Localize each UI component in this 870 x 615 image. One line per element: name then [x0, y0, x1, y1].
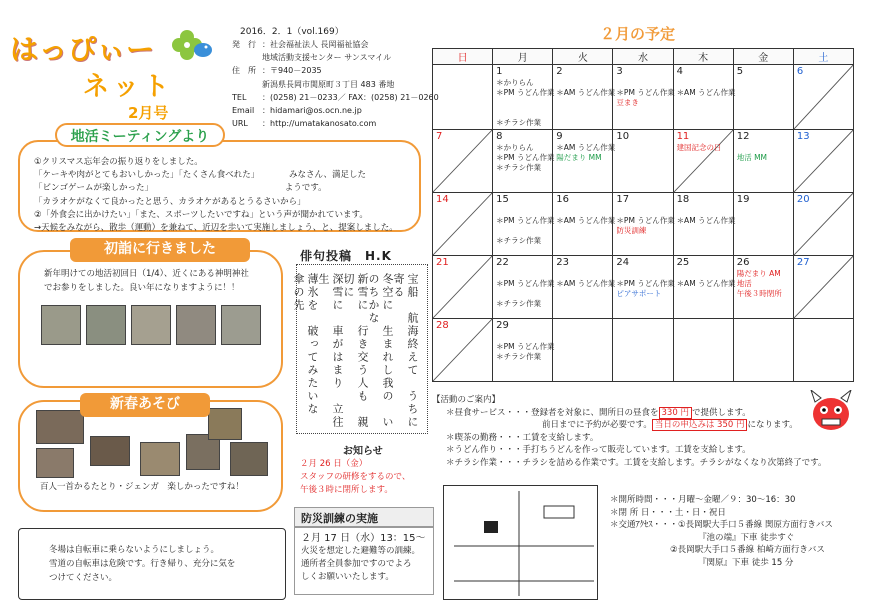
calendar-event: [556, 78, 609, 88]
guide-flyer: ＊チラシ作業・・・チラシを詰める作業です。工賃を支給します。チラシがなくなり次第終了です。: [446, 457, 827, 468]
guide-lunch: ＊昼食サービス・・・登録者を対象に、開所日の昼食を: [446, 407, 659, 418]
publisher-info: [232, 38, 439, 130]
closed-day-slash: [433, 319, 492, 381]
meeting-line: ①クリスマス忘年会の振り返りをしました。: [34, 157, 203, 167]
calendar-event: 陽だまり MM: [556, 153, 602, 162]
notice-line-1: ２月 26 日（金）: [300, 459, 368, 469]
meeting-box: [18, 140, 421, 232]
bike-warning: [18, 528, 286, 600]
guide-cafe: ＊喫茶の勤務・・・工賃を支給します。: [446, 432, 599, 443]
pub-value: ：http://umatakanosato.com: [262, 119, 377, 129]
calendar-day: [553, 65, 616, 130]
meeting-line: →天候をみながら、散歩（運動）を兼ねて、近辺を歩いて実施しましょう、と、提案しました。: [34, 223, 398, 234]
calendar-day: [553, 130, 616, 193]
access-hours: ＊開所時間・・・月曜～金曜／９：30～16：30: [610, 495, 796, 505]
calendar-event: ＊PM うどん作業: [496, 279, 555, 288]
pub-value: ：〒940－2035: [262, 66, 322, 76]
day-number: 11: [676, 131, 690, 142]
calendar-day: [613, 256, 673, 319]
closed-day-slash: [433, 130, 492, 192]
game-photo: [230, 442, 268, 476]
calendar-event: ＊AM うどん作業: [556, 216, 616, 225]
date-volume: 2016．2．1（vol.169）: [240, 27, 344, 37]
calendar-event: ＊チラシ作業: [496, 118, 542, 127]
calendar-event: 防災訓練: [616, 226, 647, 235]
calendar-event: ＊かりらん: [496, 78, 534, 87]
meeting-line: 「カラオケがなくて良かったと思う、カラオケがあるとうるさいから」: [34, 196, 306, 207]
issue-month: 2月号: [128, 104, 169, 122]
calendar-day: [793, 319, 853, 382]
calendar-event: [677, 78, 730, 88]
calendar-event: [496, 269, 549, 279]
notice-line-2: スタッフの研修をするので、: [300, 472, 411, 482]
calendar-event: ＊AM うどん作業: [556, 88, 616, 97]
calendar-day: [673, 130, 733, 193]
day-number: 15: [496, 194, 509, 205]
calendar-day: [733, 256, 793, 319]
access-bus-1-stop: 『池の端』下車 徒歩すぐ: [698, 532, 795, 543]
calendar-event: 午後３時閉所: [736, 289, 782, 298]
closed-day-slash: [433, 193, 492, 255]
pub-row: [232, 64, 439, 77]
calendar-day: [673, 256, 736, 319]
calendar-event: ＊AM うどん作業: [676, 279, 736, 288]
calendar-event: ピアサポート: [616, 289, 662, 298]
day-number: 19: [736, 194, 750, 205]
game-photo: [140, 442, 180, 476]
oni-mask-icon: [805, 390, 857, 432]
calendar-event: [496, 108, 549, 118]
calendar-day: [793, 256, 853, 319]
pub-key: [232, 78, 262, 91]
calendar-event: ＊PM うどん作業: [496, 216, 555, 225]
bird-icon: [192, 38, 214, 58]
shrine-text-2: でお参りをしました。良い年になりますように！！: [44, 282, 240, 293]
pub-row: [232, 104, 439, 117]
calendar-event: ＊PM うどん作業: [496, 342, 555, 351]
game-photo: [208, 408, 242, 440]
calendar-event: [496, 206, 549, 216]
game-photo: [36, 410, 84, 444]
calendar-event: ＊PM うどん作業: [616, 216, 675, 225]
day-number: 22: [496, 257, 509, 268]
drill-title: 防災訓練の実施: [294, 507, 434, 527]
day-number: 2: [556, 66, 563, 77]
pub-value: 地域活動支援センター サンスマイル: [262, 53, 392, 63]
day-number: 6: [796, 66, 804, 77]
calendar-event: [616, 206, 669, 216]
day-number: 1: [496, 66, 503, 77]
access-bus-1: ＊交通ｱｸｾｽ・・・①長岡駅大手口５番線 関原方面行きバス: [610, 520, 833, 530]
calendar-event: [556, 206, 609, 216]
shrine-text-1: 新年明けての地活初回日（1/4）、近くにある神明神社: [44, 269, 249, 279]
guide-reserve: 前日までに予約が必要です。: [542, 420, 652, 430]
pub-key: Email: [232, 106, 255, 116]
notice-title: お知らせ: [343, 446, 383, 457]
calendar-day: [493, 193, 553, 256]
day-number: 18: [676, 194, 690, 205]
calendar-day: [433, 319, 493, 382]
calendar-day: [553, 256, 616, 319]
drill-text-2: 通所者全員参加ですのでよろ: [301, 559, 412, 569]
haiku-title: 俳句投稿 H.K: [300, 249, 392, 263]
weekday-header: 金: [733, 49, 793, 65]
closed-day-slash: [674, 130, 733, 192]
day-number: 4: [676, 66, 683, 77]
calendar-event: [496, 98, 549, 108]
day-number: 26: [736, 257, 750, 268]
day-number: 9: [556, 131, 563, 142]
bike-line-2: 雪道の自転車は危険です。行き帰り、充分に気を: [49, 559, 236, 569]
closed-day-slash: [433, 256, 492, 318]
calendar-table: [432, 48, 854, 382]
day-number: 21: [436, 257, 449, 268]
calendar-day: [433, 193, 493, 256]
calendar-event: [496, 226, 549, 236]
haiku-column: 宝船 航海終えて うちに寄る: [392, 273, 419, 429]
pub-value: ：hidamari@os.ocn.ne.jp: [262, 106, 362, 116]
calendar-event: [677, 269, 730, 279]
closed-day-slash: [794, 256, 853, 318]
weekday-header: 土: [793, 49, 853, 65]
day-number: 16: [556, 194, 570, 205]
calendar-event: ＊かりらん: [496, 143, 534, 152]
access-bus-2-stop: 『関原』下車 徒歩 15 分: [698, 557, 794, 568]
shrine-title: 初詣に行きました: [70, 238, 250, 262]
calendar-event: ＊PM うどん作業: [496, 88, 555, 97]
calendar-event: ＊AM うどん作業: [676, 216, 736, 225]
calendar-event: ＊PM うどん作業: [496, 153, 555, 162]
meeting-title: 地活ミーティングより: [55, 123, 225, 147]
drill-date: ２月 17 日（水）13：15～: [301, 533, 426, 544]
guide-lunch-end: で提供します。: [691, 407, 751, 418]
calendar-day: [433, 65, 493, 130]
day-number: 27: [796, 257, 810, 268]
haiku-column: 深雪に 車がはまり 立往生: [317, 273, 344, 429]
calendar-event: ＊チラシ作業: [496, 299, 542, 308]
access-bus-2: ②長岡駅大手口５番線 柏崎方面行きバス: [670, 545, 825, 555]
weekday-header: 水: [613, 49, 673, 65]
calendar-day: [493, 130, 553, 193]
weekday-header: 月: [493, 49, 553, 65]
access-map: [443, 485, 598, 600]
calendar-day: [793, 65, 853, 130]
calendar-day: [793, 193, 853, 256]
calendar-event: ＊PM うどん作業: [616, 279, 675, 288]
weekday-header: 木: [673, 49, 733, 65]
calendar-event: [737, 143, 790, 153]
lunch-price: 330 円: [659, 407, 692, 419]
newyear-caption: 百人一首かるたとり・ジェンガ 楽しかったですね！: [40, 482, 244, 492]
calendar-day: [433, 130, 493, 193]
calendar-event: 地活 MM: [736, 153, 768, 162]
shrine-photo: [176, 305, 216, 345]
calendar-event: [616, 269, 669, 279]
calendar-day: [733, 193, 793, 256]
newyear-title: 新春あそび: [80, 393, 210, 417]
pub-value: 新潟県長岡市関原町３丁目 483 番地: [262, 79, 395, 89]
day-number: 5: [736, 66, 744, 77]
calendar-day: [613, 193, 673, 256]
logo-happy: はっぴぃー: [10, 33, 156, 66]
calendar-day: [493, 319, 553, 382]
meeting-line: 「ビンゴゲームが楽しかった」 ようです。: [34, 183, 327, 194]
shrine-photo: [131, 305, 171, 345]
game-photo: [36, 448, 74, 478]
calendar-day: [793, 130, 853, 193]
calendar-day: [553, 319, 613, 382]
day-number: 7: [436, 131, 443, 142]
pub-key: URL: [232, 119, 248, 129]
calendar-day: [433, 256, 493, 319]
notice-line-3: 午後３時に閉所します。: [300, 485, 393, 495]
calendar-day: [733, 65, 793, 130]
calendar-day: [613, 319, 673, 382]
haiku-column: 新雪に 行き交う人も 親切に: [342, 273, 369, 429]
guide-heading: 【活動のご案内】: [432, 395, 501, 405]
calendar-event: ＊PM うどん作業: [616, 88, 675, 97]
day-number: 10: [616, 131, 630, 142]
drill-text-3: しくお願いいたします。: [301, 572, 394, 582]
closed-day-slash: [794, 65, 853, 129]
access-info: [610, 494, 833, 569]
shrine-photo: [86, 305, 126, 345]
meeting-line: ②「外食会に出かけたい」「また、スポーツしたいですね」という声が聞かれています。: [34, 209, 368, 220]
pub-row: [232, 117, 439, 130]
pub-row: [232, 51, 439, 64]
day-number: 8: [496, 131, 503, 142]
calendar-day: [493, 65, 553, 130]
calendar-event: 陽だまり AM: [736, 269, 781, 278]
game-photo: [90, 436, 130, 466]
pub-key: 発 行: [232, 40, 256, 49]
guide-udon: ＊うどん作り・・・手打ちうどんを作って販売しています。工賃を支給します。: [446, 445, 751, 455]
notice-text: [300, 458, 410, 497]
calendar-day: [733, 130, 793, 193]
calendar-event: ＊AM うどん作業: [556, 143, 616, 152]
day-number: 29: [496, 320, 509, 331]
calendar-day: [553, 193, 616, 256]
day-number: 24: [616, 257, 630, 268]
calendar-event: [496, 332, 549, 342]
calendar-event: 地活: [736, 279, 752, 288]
pub-row: [232, 38, 439, 51]
activity-guide: [432, 394, 862, 469]
day-number: 3: [616, 66, 623, 77]
haiku-column: 薄氷を 破ってみたいな 傘の先: [292, 273, 319, 429]
pub-row: [232, 91, 439, 104]
sameday-price: 当日の申込みは 350 円: [652, 419, 748, 431]
map-icon: [444, 486, 599, 601]
day-number: 17: [616, 194, 630, 205]
calendar-event: 豆まき: [616, 98, 639, 107]
haiku-box: [292, 264, 428, 434]
calendar-event: ＊チラシ作業: [496, 352, 542, 361]
pub-key: [232, 51, 262, 64]
meeting-line: 「ケーキや肉がとてもおいしかった」「たくさん食べれた」 みなさん、満足した: [34, 170, 367, 181]
calendar-event: ＊チラシ作業: [496, 236, 542, 245]
day-number: 14: [436, 194, 449, 205]
pub-value: ：(0258) 21－0233／ FAX：(0258) 21－0260: [262, 92, 439, 102]
weekday-header: 日: [433, 49, 493, 65]
pub-key: 住 所: [232, 66, 256, 76]
day-number: 12: [736, 131, 750, 142]
day-number: 20: [796, 194, 810, 205]
calendar-day: [733, 319, 793, 382]
guide-reserve-end: になります。: [747, 420, 798, 430]
calendar-title: ２月の予定: [600, 25, 676, 43]
day-number: 13: [796, 131, 810, 142]
calendar-event: ＊AM うどん作業: [676, 88, 736, 97]
calendar-event: ＊AM うどん作業: [556, 279, 616, 288]
access-closed: ＊閉 所 日・・・土・日・祝日: [610, 507, 726, 518]
day-number: 25: [676, 257, 690, 268]
haiku-column: 冬空に 生まれし我の いのちかな: [367, 273, 394, 429]
calendar-event: [616, 78, 669, 88]
calendar-day: [613, 65, 673, 130]
drill-box: [294, 527, 434, 595]
shrine-photo: [41, 305, 81, 345]
pub-value: ：社会福祉法人 長岡福祉協会: [262, 40, 369, 49]
logo-net: ネット: [83, 72, 174, 102]
calendar-day: [673, 65, 736, 130]
calendar-event: [496, 289, 549, 299]
bike-line-1: 冬場は自転車に乗らないようにしましょう。: [49, 545, 220, 555]
calendar-event: [556, 269, 609, 279]
bike-line-3: つけてください。: [49, 573, 118, 583]
pub-key: TEL: [232, 92, 247, 102]
shrine-photo: [221, 305, 261, 345]
calendar-event: 建国記念の日: [676, 143, 722, 152]
calendar-event: [677, 206, 730, 216]
calendar-event: ＊チラシ作業: [496, 163, 542, 172]
day-number: 23: [556, 257, 570, 268]
drill-text-1: 火災を想定した避難等の訓練。: [301, 546, 421, 556]
calendar-day: [673, 319, 733, 382]
shrine-box: [18, 250, 283, 388]
calendar-day: [613, 130, 673, 193]
closed-day-slash: [794, 130, 853, 192]
day-number: 28: [436, 320, 449, 331]
calendar-day: [493, 256, 553, 319]
pub-row: [232, 78, 439, 91]
weekday-header: 火: [553, 49, 613, 65]
calendar-day: [673, 193, 736, 256]
closed-day-slash: [794, 193, 853, 255]
